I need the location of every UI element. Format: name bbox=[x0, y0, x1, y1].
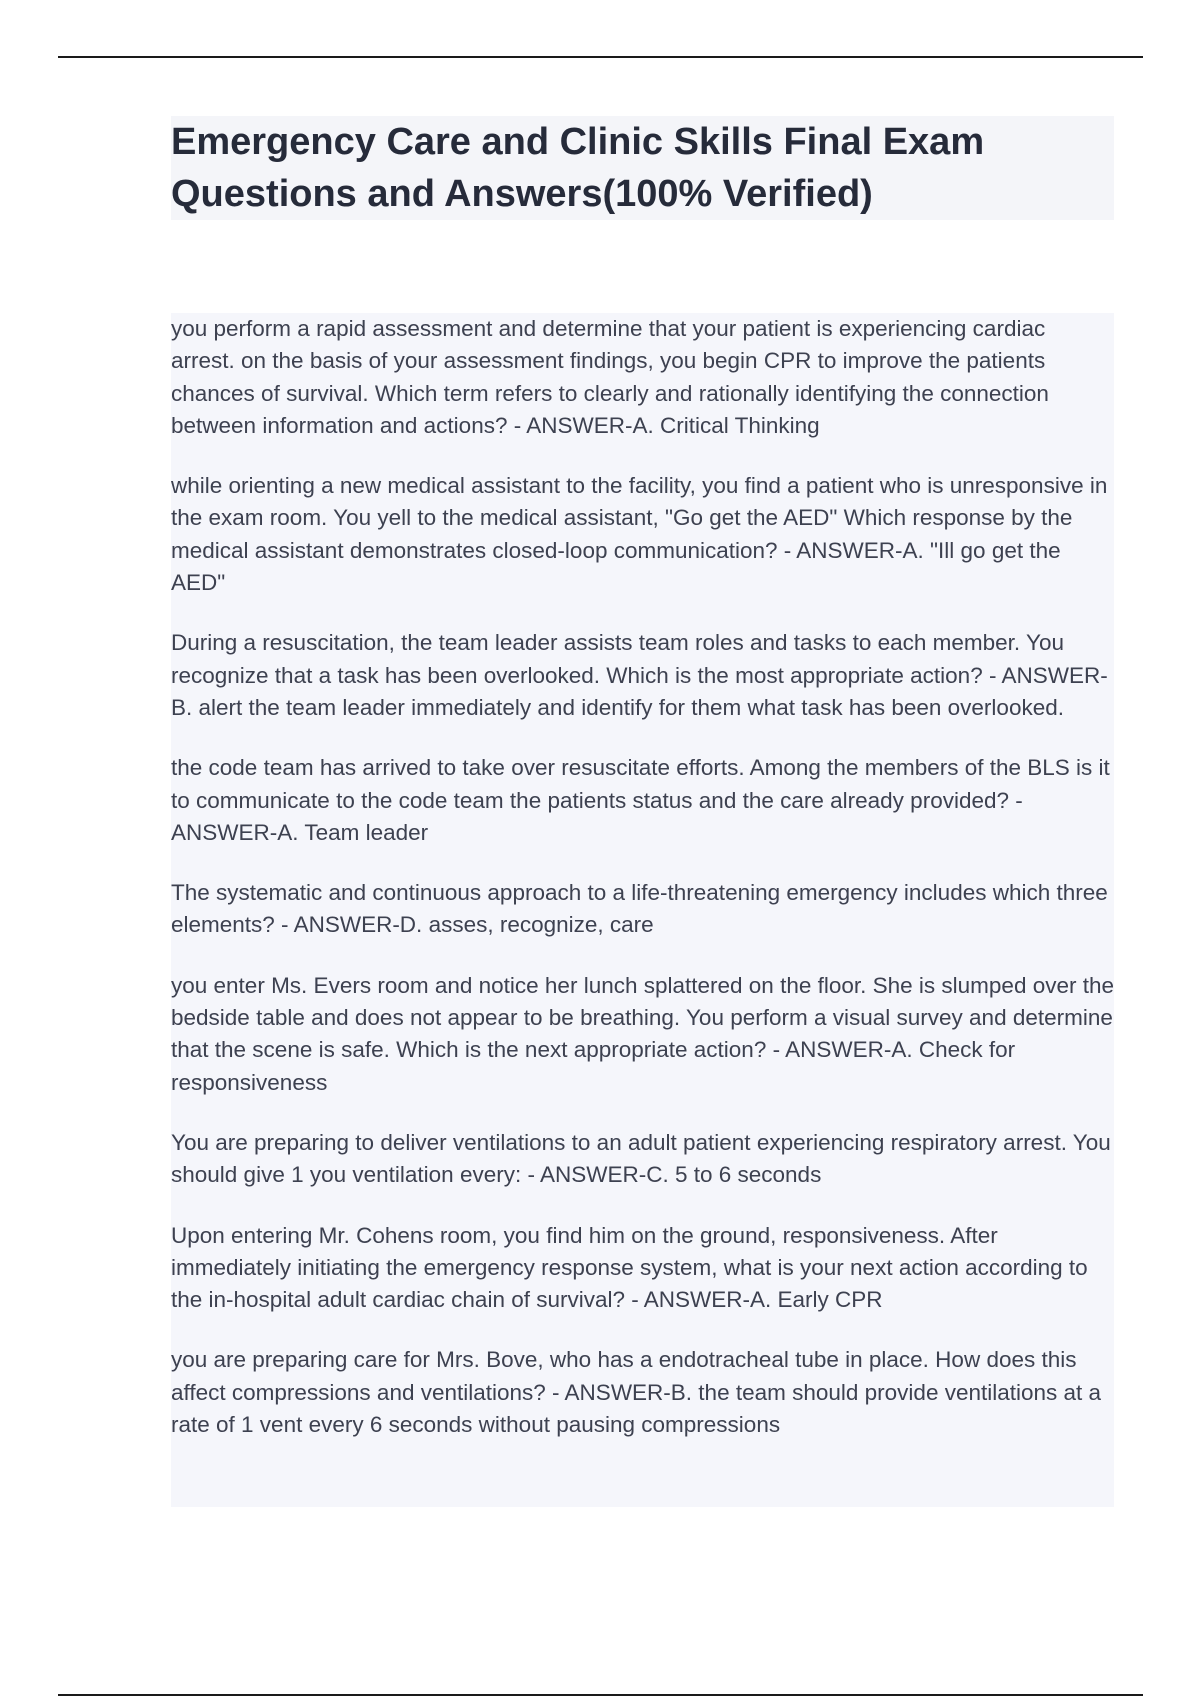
bottom-divider bbox=[58, 1694, 1143, 1696]
title-block bbox=[171, 116, 1114, 220]
qa-item: while orienting a new medical assistant to the facility, you find a patient who is unresponsive in the exam room. You yell to the medical assistant, "Go get the AED" Which response by the medical assistant demonstrates closed-loop communication? - ANSWER-A. "Ill go get the AED" bbox=[171, 473, 1108, 596]
qa-item: You are preparing to deliver ventilations to an adult patient experiencing respiratory arrest. You should give 1 you ventilation every: - ANSWER-C. 5 to 6 seconds bbox=[171, 1129, 1111, 1188]
qa-item: Upon entering Mr. Cohens room, you find him on the ground, responsiveness. After immediately initiating the emergency response system, what is your next action according to the in-hospital adult cardiac chain of survival? - ANSWER-A. Early CPR bbox=[171, 1222, 1088, 1313]
qa-list bbox=[171, 313, 1114, 1507]
qa-item: the code team has arrived to take over resuscitate efforts. Among the members of the BLS is it to communicate to the code team the patients status and the care already provided? - ANSWER-A. Team leader bbox=[171, 755, 1110, 845]
qa-item: The systematic and continuous approach to a life-threatening emergency includes which three elements? - ANSWER-D. asses, recognize, care bbox=[171, 880, 1108, 938]
document-title: Emergency Care and Clinic Skills Final Exam Questions and Answers(100% Verified) bbox=[171, 121, 985, 215]
qa-item: you enter Ms. Evers room and notice her lunch splattered on the floor. She is slumped over the bedside table and does not appear to be breathing. You perform a visual survey and determine that the scene is safe. Which is the next appropriate action? - ANSWER-A. Check for responsiveness bbox=[171, 972, 1115, 1095]
top-divider bbox=[58, 56, 1143, 58]
qa-item: During a resuscitation, the team leader assists team roles and tasks to each member. You recognize that a task has been overlooked. Which is the most appropriate action? - ANSWER-B. alert the team leader immediately and identify for them what task has been overlooked. bbox=[171, 630, 1108, 720]
qa-item: you are preparing care for Mrs. Bove, who has a endotracheal tube in place. How does this affect compressions and ventilations? - ANSWER-B. the team should provide ventilations at a rate of 1 vent every 6 seconds without pausing compressions bbox=[171, 1347, 1102, 1438]
qa-item: you perform a rapid assessment and determine that your patient is experiencing cardiac arrest. on the basis of your assessment findings, you begin CPR to improve the patients chances of survival. Which term refers to clearly and rationally identifying the connection between information and actions? - ANSWER-A. Critical Thinking bbox=[171, 316, 1049, 438]
